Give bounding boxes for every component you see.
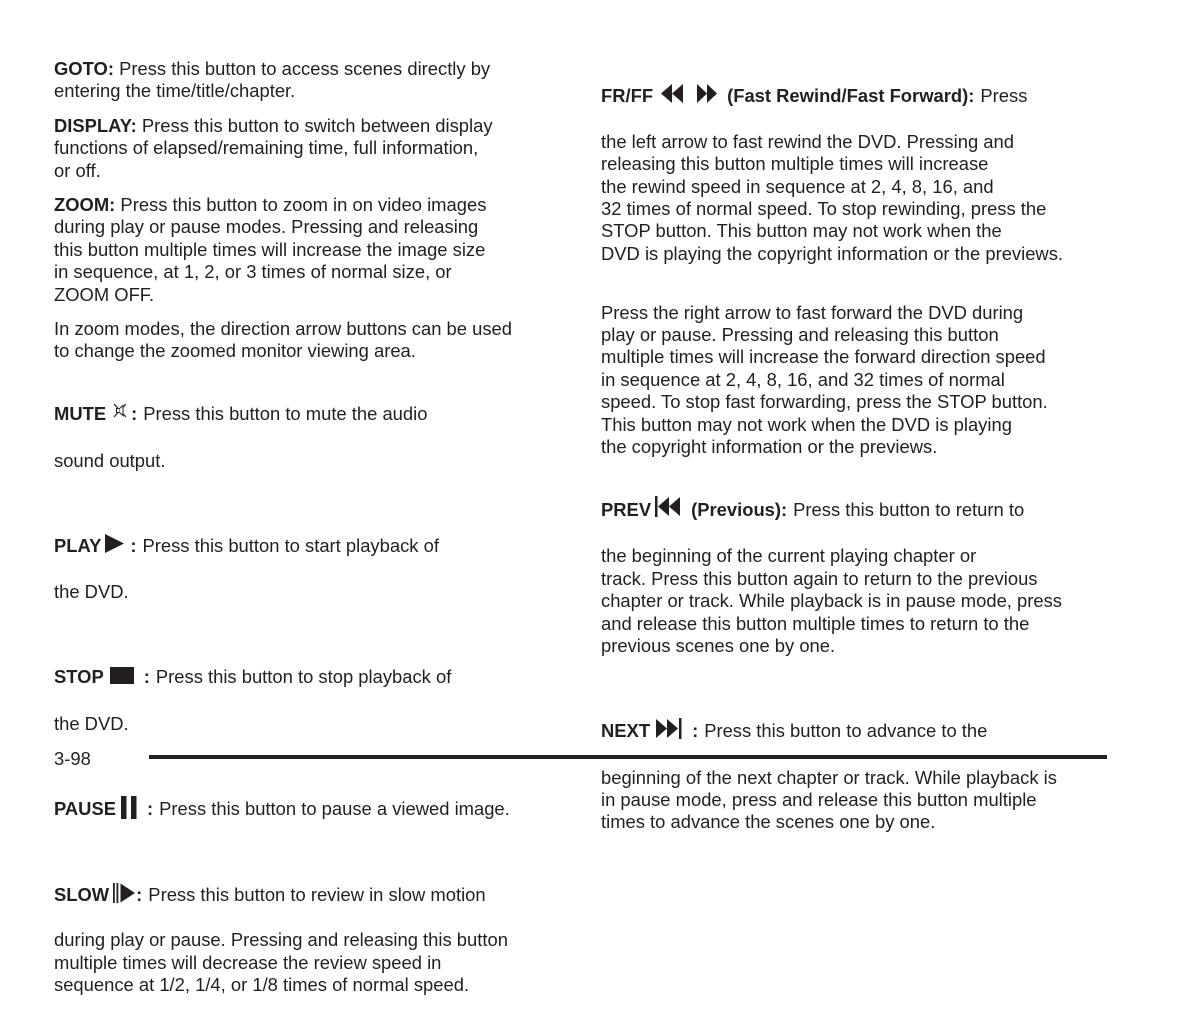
pause-term: PAUSE [54, 797, 116, 819]
play-colon: : [130, 534, 137, 556]
left-column [54, 58, 569, 1031]
next-text: beginning of the next chapter or track. While playback is in pause mode, press and release this button multiple times to advance the scenes one by one. [601, 766, 1057, 833]
mute-term: MUTE [54, 403, 107, 425]
previous-chapter-icon [655, 496, 681, 517]
frff-first-line: Press [980, 85, 1028, 107]
right-column [601, 62, 1121, 868]
goto-term: GOTO: [54, 58, 114, 79]
goto-text: Press this button to access scenes directly by entering the time/title/chapter. [54, 58, 491, 102]
frff-term-suffix: (Fast Rewind/Fast Forward): [727, 85, 975, 107]
footer-rule [149, 755, 1107, 759]
next-entry [601, 696, 1121, 856]
slow-term: SLOW [54, 883, 110, 905]
slow-motion-icon [113, 883, 135, 903]
zoom-entry [54, 194, 569, 306]
slow-text: during play or pause. Pressing and releasing this button multiple times will decrease the review speed in sequence at 1/2, 1/4, or 1/8 times of normal speed. [54, 929, 508, 996]
mute-entry [54, 379, 569, 495]
mute-icon [112, 403, 128, 419]
slow-colon: : [136, 883, 143, 905]
stop-colon: : [143, 666, 150, 688]
display-text: Press this button to switch between display functions of elapsed/remaining time, full information, or off. [54, 114, 493, 181]
next-chapter-icon [656, 718, 682, 739]
frff-entry [601, 62, 1121, 288]
frff-term: FR/FF [601, 85, 654, 107]
slow-entry [54, 861, 569, 1019]
pause-icon [121, 796, 137, 819]
page-number: 3-98 [54, 748, 91, 769]
play-entry [54, 511, 569, 627]
mute-text: sound output. [54, 449, 166, 471]
pause-colon: : [147, 797, 154, 819]
fast-rewind-icon [661, 84, 683, 103]
fast-forward-icon [697, 84, 717, 103]
prev-term: PREV [601, 498, 652, 520]
mute-first-line: Press this button to mute the audio [143, 403, 428, 425]
prev-term-suffix: (Previous): [691, 498, 788, 520]
next-colon: : [692, 719, 699, 741]
goto-entry [54, 58, 569, 103]
prev-first-line: Press this button to return to [793, 498, 1025, 520]
next-first-line: Press this button to advance to the [704, 719, 988, 741]
pause-entry [54, 774, 569, 845]
frff-text: the left arrow to fast rewind the DVD. Pressing and releasing this button multiple times will increase the rewind speed in sequence at 2, 4, 8, 16, and 32 times of normal speed. To stop rewinding, press the STOP button. This button may not work when the DVD is playing the copyright information or the previews. [601, 130, 1064, 264]
zoom-note: In zoom modes, the direction arrow buttons can be used to change the zoomed monitor viewing area. [54, 318, 512, 362]
stop-entry [54, 642, 569, 758]
zoom-text: Press this button to zoom in on video images during play or pause modes. Pressing and releasing this button multiple times will increase the image size in sequence, at 1, 2, or 3 times of normal size, or ZOOM OFF. [54, 194, 487, 305]
stop-text: the DVD. [54, 712, 129, 734]
ff-note: Press the right arrow to fast forward the DVD during play or pause. Pressing and releasing this button multiple times will increase the forward direction speed in sequence at 2, 4, 8, 16, and 32 times of normal speed. To stop fast forwarding, press the STOP button. This button may not work when the DVD is playing the copyright information or the previews. [601, 301, 1048, 458]
stop-icon [110, 667, 134, 684]
stop-first-line: Press this button to stop playback of [155, 666, 452, 688]
display-term: DISPLAY: [54, 114, 137, 136]
display-entry [54, 115, 569, 182]
play-text: the DVD. [54, 581, 129, 603]
next-term: NEXT [601, 719, 651, 741]
play-term: PLAY [54, 534, 102, 556]
zoom-term: ZOOM: [54, 194, 116, 216]
play-icon [104, 534, 124, 553]
prev-text: the beginning of the current playing chapter or track. Press this button again to return to the previous chapter or track. While playback is in pause mode, press and release this button multiple times to return to the previous scenes one by one. [601, 545, 1062, 656]
play-first-line: Press this button to start playback of [142, 534, 439, 556]
prev-entry [601, 475, 1121, 680]
slow-first-line: Press this button to review in slow motion [148, 883, 486, 905]
pause-first-line: Press this button to pause a viewed image. [159, 797, 510, 819]
stop-term: STOP [54, 666, 104, 688]
mute-colon: : [131, 403, 138, 425]
